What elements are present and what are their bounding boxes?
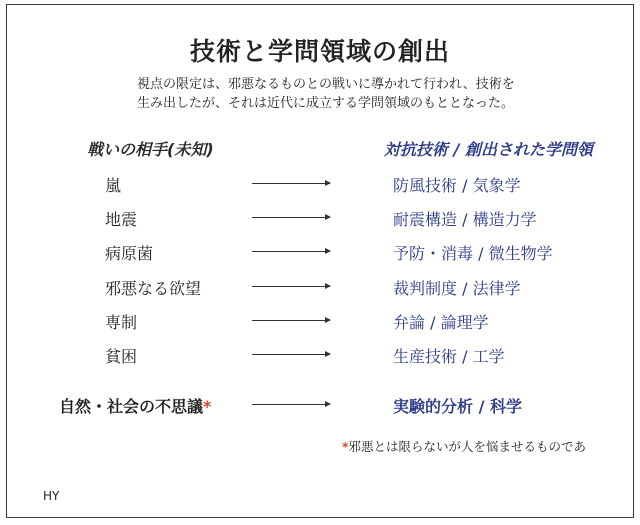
arrow-icon [252, 404, 330, 405]
countermeasure-label: 弁論 / 論理学 [393, 313, 489, 332]
countermeasure-label: 予防・消毒 / 微生物学 [393, 244, 553, 263]
countermeasure-label: 実験的分析 / 科学 [393, 397, 522, 416]
mapping-row [7, 173, 634, 199]
adversary-label [59, 394, 211, 417]
countermeasure-label: 生産技術 / 工学 [393, 347, 505, 366]
adversary-label: 病原菌 [105, 244, 154, 263]
author-initials: HY [43, 489, 60, 503]
intro-line-1: 視点の限定は、邪悪なるものとの戦いに導かれて行われ、技術を [137, 77, 515, 92]
adversary-label: 専制 [105, 313, 138, 332]
mapping-row [7, 344, 634, 370]
countermeasure-label: 防風技術 / 気象学 [393, 176, 521, 195]
mapping-row [7, 207, 634, 233]
adversary-label: 貧困 [105, 347, 138, 366]
mapping-row [7, 310, 634, 336]
intro-text [137, 75, 515, 113]
footnote [342, 437, 586, 455]
adversary-label: 嵐 [105, 176, 122, 195]
arrow-icon [252, 354, 330, 355]
intro-line-2: 生み出したが、それは近代に成立する学問領域のもととなった。 [137, 96, 515, 111]
slide [6, 4, 634, 518]
adversary-label: 地震 [105, 210, 138, 229]
countermeasure-label: 耐震構造 / 構造力学 [393, 210, 537, 229]
adversary-label: 邪悪なる欲望 [105, 279, 202, 298]
footnote-text: 邪悪とは限らないが人を悩ませるものであ [348, 439, 587, 454]
arrow-icon [252, 217, 330, 218]
arrow-icon [252, 251, 330, 252]
arrow-icon [252, 320, 330, 321]
arrow-icon [252, 183, 330, 184]
arrow-icon [252, 286, 330, 287]
adversary-text: 自然・社会の不思議 [59, 397, 204, 416]
slide-title: 技術と学問領域の創出 [189, 37, 450, 66]
countermeasure-label: 裁判制度 / 法律学 [393, 279, 521, 298]
right-column-header: 対抗技術 / 創出された学問領 [384, 140, 593, 159]
asterisk-mark: * [342, 439, 349, 454]
mapping-row [7, 241, 634, 267]
left-column-header: 戦いの相手(未知) [87, 140, 214, 159]
mapping-row-final [7, 394, 634, 420]
mapping-row [7, 276, 634, 302]
asterisk-mark: * [203, 397, 212, 416]
